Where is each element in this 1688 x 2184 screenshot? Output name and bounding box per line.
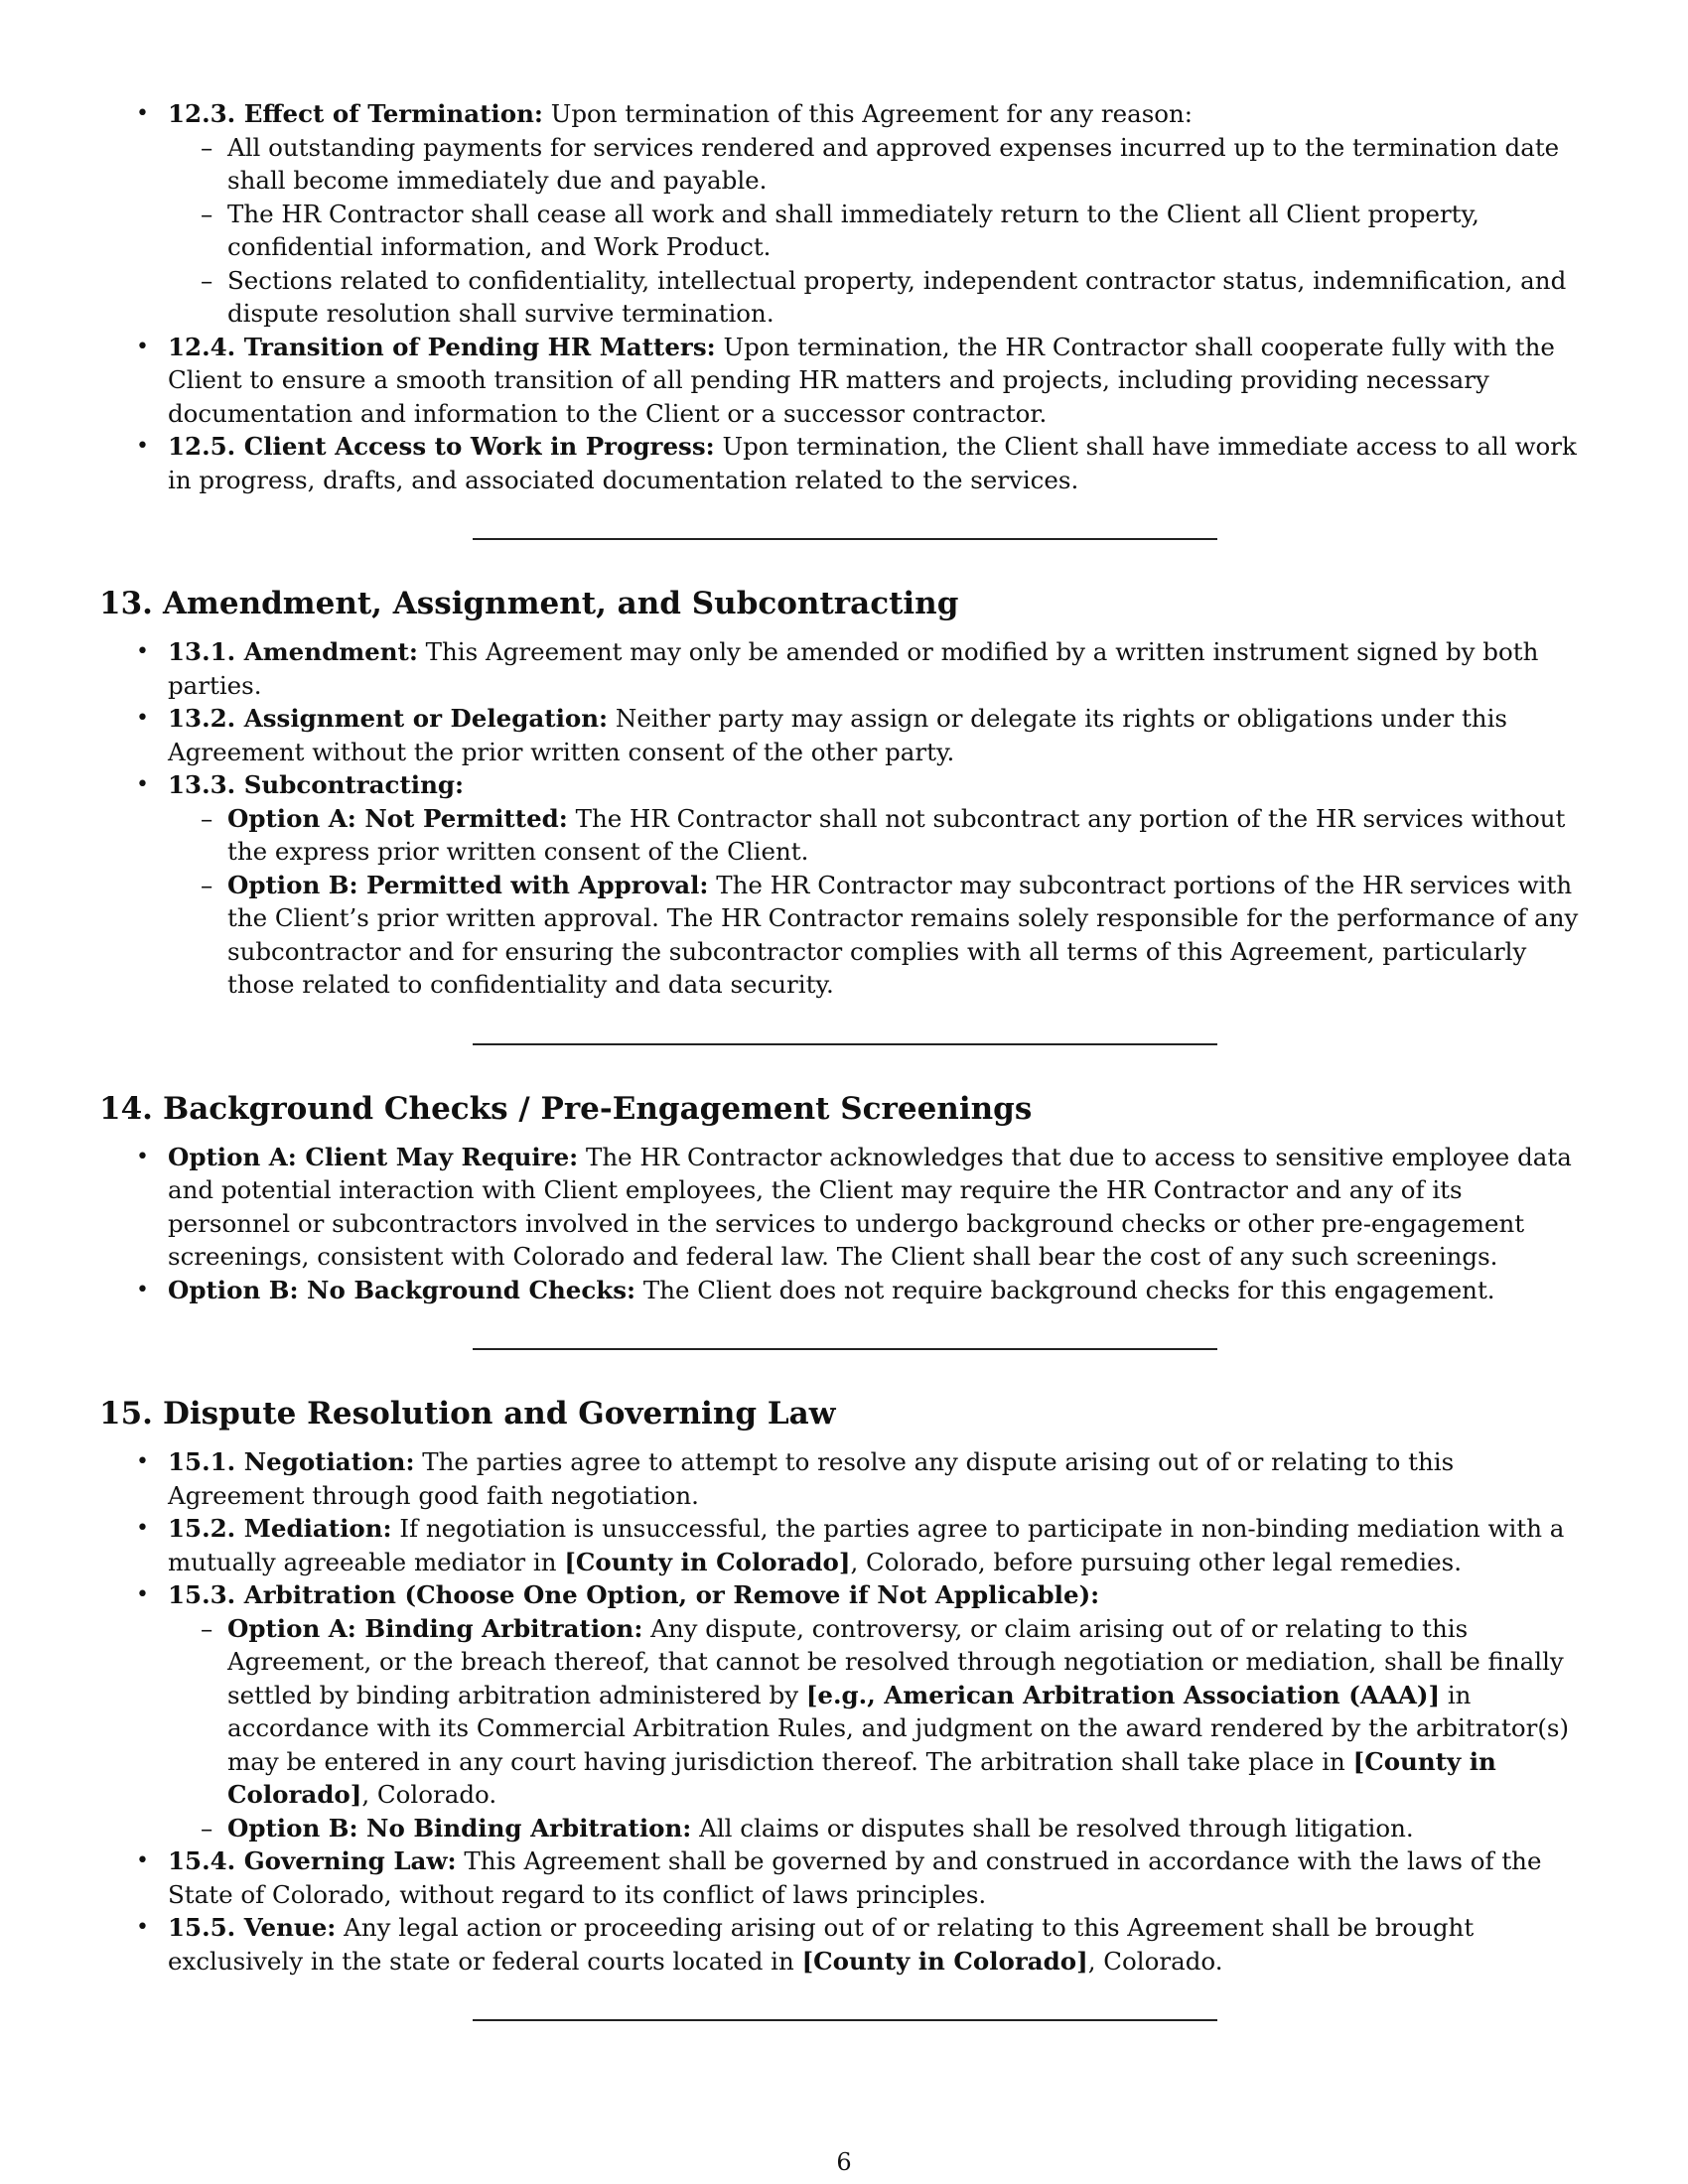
sub-item: – The HR Contractor shall cease all work and shall immediately return to the Client all Client property, confidential information, and Work Product.: [168, 198, 1589, 264]
section-15-heading: [99, 1394, 1589, 1433]
clause-12-4: [99, 331, 1589, 431]
option-label: Option B: Permitted with Approval:: [227, 870, 709, 899]
option-b: [168, 1812, 1589, 1845]
clause-label: 12.5. Client Access to Work in Progress:: [168, 432, 715, 461]
clause-label: 13.2. Assignment or Delegation:: [168, 704, 609, 733]
section-14-heading: [99, 1089, 1589, 1129]
clause-13-3-sublist: [168, 802, 1589, 1002]
section-divider: [473, 538, 1217, 540]
clause-text: , Colorado, before pursuing other legal remedies.: [850, 1547, 1462, 1576]
clause-14-option-a: [99, 1141, 1589, 1274]
clause-13-3: [99, 768, 1589, 1002]
organization-placeholder: [e.g., American Arbitration Association (AAA)]: [805, 1680, 1441, 1709]
section-13-heading: [99, 584, 1589, 623]
clause-13-1: [99, 635, 1589, 702]
clause-text: This Agreement shall be governed by and construed in accordance with the laws of the State of Colorado, without regard to its conflict of laws principles.: [168, 1846, 1542, 1909]
clause-text: The parties agree to attempt to resolve any dispute arising out of or relating to this Agreement through good faith negotiation.: [168, 1447, 1455, 1510]
clause-label: 15.1. Negotiation:: [168, 1447, 415, 1476]
clause-label: 13.3. Subcontracting:: [168, 770, 465, 799]
option-label: Option A: Binding Arbitration:: [227, 1613, 643, 1643]
clause-label: 15.4. Governing Law:: [168, 1846, 457, 1875]
page-number: 6: [836, 2148, 852, 2176]
section-divider: [473, 1348, 1217, 1350]
section-number: 15.: [99, 1396, 153, 1432]
clause-12-3: [99, 97, 1589, 331]
clause-text: This Agreement may only be amended or modified by a written instrument signed by both parties.: [168, 637, 1539, 700]
option-text: The HR Contractor acknowledges that due to access to sensitive employee data and potential interaction with Client employees, the Client may require the HR Contractor and any of its personnel or subcontractors involved in the services to undergo background checks or other pre-engagement screenings, consistent with Colorado and federal law. The Client shall bear the cost of any such screenings.: [168, 1142, 1572, 1271]
section-divider: [473, 1043, 1217, 1045]
clause-label: 15.2. Mediation:: [168, 1514, 392, 1543]
clause-15-5: [99, 1911, 1589, 1978]
section-number: 13.: [99, 586, 153, 621]
clause-15-3: [99, 1578, 1589, 1844]
section-15-list: [99, 1445, 1589, 1978]
clause-12-5: [99, 430, 1589, 496]
option-label: Option A: Not Permitted:: [227, 803, 568, 833]
clause-15-4: [99, 1844, 1589, 1911]
option-label: Option A: Client May Require:: [168, 1142, 579, 1171]
option-text: Any dispute, controversy, or claim arising out of or relating to this Agreement, or the breach thereof, that cannot be resolved through negotiation or mediation, shall be finally settled by binding arbitration administered by: [227, 1613, 1564, 1709]
option-text: , Colorado.: [361, 1780, 497, 1809]
county-placeholder: [County in Colorado]: [227, 1746, 1496, 1809]
option-text: All claims or disputes shall be resolved through litigation.: [691, 1813, 1414, 1843]
page-content: [99, 97, 1589, 2021]
sub-item: – Sections related to confidentiality, intellectual property, independent contractor status, indemnification, and dispute resolution shall survive termination.: [168, 264, 1589, 331]
option-text: The Client does not require background checks for this engagement.: [635, 1275, 1495, 1304]
option-text: The HR Contractor shall not subcontract any portion of the HR services without the express prior written consent of the Client.: [227, 803, 1566, 866]
clause-text: Upon termination, the Client shall have immediate access to all work in progress, drafts, and associated documentation related to the services.: [168, 432, 1577, 494]
option-label: Option B: No Binding Arbitration:: [227, 1813, 692, 1843]
clause-label: 15.5. Venue:: [168, 1913, 337, 1942]
clause-label: 12.4. Transition of Pending HR Matters:: [168, 332, 716, 361]
sub-item: – All outstanding payments for services rendered and approved expenses incurred up to the termination date shall become immediately due and payable.: [168, 131, 1589, 198]
section-14-list: [99, 1141, 1589, 1307]
clause-text: , Colorado.: [1087, 1946, 1223, 1976]
clause-text: Upon termination of this Agreement for any reason:: [542, 99, 1194, 128]
clause-text: Upon termination, the HR Contractor shall cooperate fully with the Client to ensure a smooth transition of all pending HR matters and projects, including providing necessary documentation and information to the Client or a successor contractor.: [168, 332, 1555, 428]
section-13-list: [99, 635, 1589, 1002]
option-label: Option B: No Background Checks:: [168, 1275, 636, 1304]
option-a: [168, 1612, 1589, 1812]
section-number: 14.: [99, 1090, 153, 1127]
clause-label: 12.3. Effect of Termination:: [168, 99, 543, 128]
county-placeholder: [County in Colorado]: [801, 1946, 1088, 1976]
clause-15-3-sublist: [168, 1612, 1589, 1845]
clause-13-2: [99, 702, 1589, 768]
section-divider: [473, 2019, 1217, 2021]
clause-15-2: [99, 1512, 1589, 1578]
clause-15-1: [99, 1445, 1589, 1512]
clause-text: Neither party may assign or delegate its rights or obligations under this Agreement without the prior written consent of the other party.: [168, 704, 1507, 766]
clause-14-option-b: [99, 1274, 1589, 1307]
section-title: Amendment, Assignment, and Subcontracting: [163, 586, 959, 621]
clause-label: 15.3. Arbitration (Choose One Option, or Remove if Not Applicable):: [168, 1580, 1100, 1609]
section-title: Dispute Resolution and Governing Law: [163, 1396, 836, 1432]
clause-12-3-sublist: [168, 131, 1589, 331]
clause-label: 13.1. Amendment:: [168, 637, 418, 666]
option-b: [168, 869, 1589, 1002]
section-12-list: [99, 97, 1589, 496]
option-text: in accordance with its Commercial Arbitration Rules, and judgment on the award rendered by the arbitrator(s) may be entered in any court having jurisdiction thereof. The arbitration shall take place in: [227, 1680, 1570, 1776]
option-text: The HR Contractor may subcontract portions of the HR services with the Client’s prior written approval. The HR Contractor remains solely responsible for the performance of any subcontractor and for ensuring the subcontractor complies with all terms of this Agreement, particularly those related to confidentiality and data security.: [227, 870, 1579, 999]
clause-text: If negotiation is unsuccessful, the parties agree to participate in non-binding mediation with a mutually agreeable mediator in: [168, 1514, 1565, 1576]
clause-text: Any legal action or proceeding arising out of or relating to this Agreement shall be brought exclusively in the state or federal courts located in: [168, 1913, 1475, 1976]
county-placeholder: [County in Colorado]: [564, 1547, 851, 1576]
option-a: [168, 802, 1589, 869]
section-title: Background Checks / Pre-Engagement Screenings: [163, 1090, 1033, 1127]
